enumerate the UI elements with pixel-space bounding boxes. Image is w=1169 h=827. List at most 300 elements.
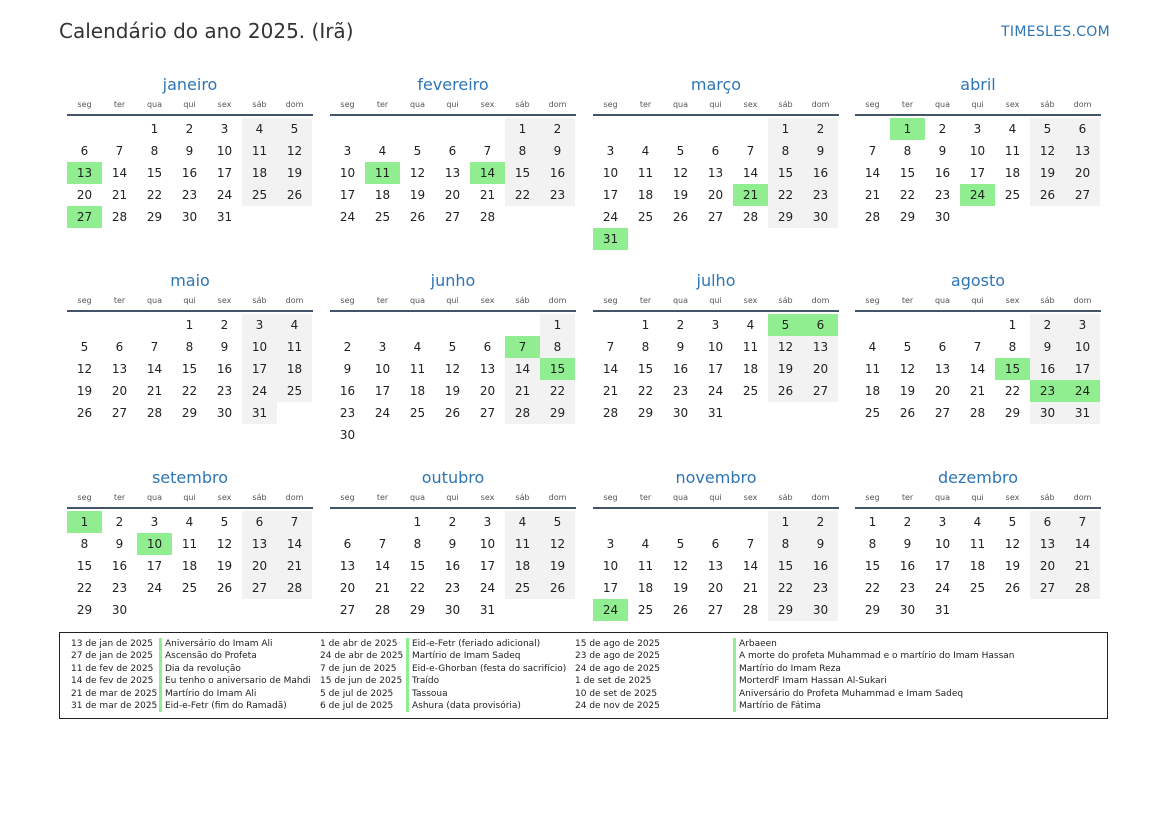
day-cell: 31	[242, 402, 277, 424]
day-cell: 11	[637, 166, 654, 180]
day-cell: 21	[864, 188, 881, 202]
day-cell: 5	[220, 515, 229, 529]
empty-cell	[435, 314, 470, 336]
day-cell: 3	[606, 537, 615, 551]
legend-holiday-name: A morte do profeta Muhammad e o martírio do Imam Hassan	[739, 651, 1015, 662]
day-cell: 23	[803, 184, 838, 206]
month-title: julho	[696, 271, 736, 290]
day-cell: 19	[1030, 162, 1065, 184]
day-cell: 23	[216, 384, 233, 398]
day-cell: 5	[80, 340, 89, 354]
day-cell: 13	[707, 559, 724, 573]
legend-date: 10 de set de 2025	[575, 688, 658, 699]
weekday-label: seg	[77, 493, 92, 502]
day-cell: 24	[339, 210, 356, 224]
day-cell: 2	[803, 511, 838, 533]
weekday-label: ter	[376, 493, 389, 502]
day-cell: 11	[505, 533, 540, 555]
holiday-day-cell: 1	[890, 118, 925, 140]
weekday-label: sáb	[1040, 493, 1055, 502]
day-cell: 21	[742, 581, 759, 595]
empty-cell	[242, 599, 277, 621]
day-cell: 5	[448, 340, 457, 354]
day-cell: 2	[185, 122, 194, 136]
day-cell: 4	[242, 118, 277, 140]
empty-cell	[277, 206, 312, 228]
brand-link[interactable]: TIMESLES.COM	[1001, 24, 1110, 40]
day-cell: 13	[707, 166, 724, 180]
day-grid	[67, 118, 313, 228]
weekday-label: sáb	[778, 296, 793, 305]
day-cell: 13	[111, 362, 128, 376]
day-cell: 8	[413, 537, 422, 551]
day-cell: 22	[768, 577, 803, 599]
day-grid	[67, 314, 313, 424]
weekday-label: dom	[285, 296, 304, 305]
weekday-label: sáb	[252, 493, 267, 502]
weekday-label: qua	[146, 100, 163, 109]
month-dezembro	[855, 465, 1101, 621]
holiday-day-cell: 27	[67, 206, 102, 228]
day-cell: 3	[150, 515, 159, 529]
empty-cell	[365, 511, 400, 533]
legend-dates-col-1	[71, 638, 157, 712]
day-cell: 16	[934, 166, 951, 180]
day-cell: 1	[185, 318, 194, 332]
legend-date: 1 de abr de 2025	[320, 639, 398, 649]
day-cell: 14	[742, 166, 759, 180]
day-cell: 3	[973, 122, 982, 136]
day-cell: 27	[707, 210, 724, 224]
weekday-label: qua	[934, 493, 951, 502]
weekday-label: ter	[639, 100, 652, 109]
day-cell: 25	[242, 184, 277, 206]
day-cell: 16	[111, 559, 128, 573]
weekday-header	[593, 98, 839, 112]
day-cell: 31	[479, 603, 496, 617]
day-cell: 3	[483, 515, 492, 529]
empty-cell	[435, 424, 470, 446]
day-cell: 25	[409, 406, 426, 420]
day-cell: 5	[1030, 118, 1065, 140]
month-title: outubro	[421, 468, 485, 487]
day-cell: 20	[339, 581, 356, 595]
weekday-label: qua	[146, 493, 163, 502]
day-cell: 16	[216, 362, 233, 376]
empty-cell	[172, 599, 207, 621]
day-cell: 26	[216, 581, 233, 595]
empty-cell	[330, 314, 365, 336]
day-cell: 4	[413, 340, 422, 354]
weekday-label: ter	[901, 296, 914, 305]
weekday-label: qui	[183, 493, 196, 502]
day-cell: 30	[672, 406, 689, 420]
day-cell: 4	[1008, 122, 1017, 136]
empty-cell	[470, 424, 505, 446]
holiday-day-cell: 14	[470, 162, 505, 184]
day-cell: 7	[378, 537, 387, 551]
day-cell: 9	[115, 537, 124, 551]
day-cell: 14	[1065, 533, 1100, 555]
weekday-label: sáb	[515, 493, 530, 502]
day-cell: 19	[899, 384, 916, 398]
header-rule	[330, 114, 576, 116]
day-cell: 20	[934, 384, 951, 398]
day-cell: 31	[216, 210, 233, 224]
legend-date: 5 de jul de 2025	[320, 688, 394, 699]
weekday-label: sáb	[778, 493, 793, 502]
day-cell: 2	[115, 515, 124, 529]
legend-holiday-name: Martírio de Fátima	[739, 700, 821, 711]
empty-cell	[768, 402, 803, 424]
day-cell: 20	[707, 581, 724, 595]
day-cell: 2	[343, 340, 352, 354]
holiday-day-cell: 7	[505, 336, 540, 358]
legend-date: 1 de set de 2025	[575, 676, 652, 687]
holiday-day-cell: 24	[960, 184, 995, 206]
day-cell: 19	[216, 559, 233, 573]
empty-cell	[400, 424, 435, 446]
day-cell: 10	[242, 336, 277, 358]
day-cell: 9	[1030, 336, 1065, 358]
month-title: março	[690, 75, 742, 94]
day-cell: 2	[448, 515, 457, 529]
empty-cell	[663, 228, 698, 250]
weekday-label: ter	[113, 296, 126, 305]
page-title: Calendário do ano 2025. (Irã)	[59, 19, 354, 43]
empty-cell	[365, 424, 400, 446]
month-julho	[593, 268, 839, 424]
day-cell: 5	[676, 144, 685, 158]
day-cell: 8	[185, 340, 194, 354]
day-cell: 22	[768, 184, 803, 206]
day-cell: 30	[181, 210, 198, 224]
day-cell: 14	[505, 358, 540, 380]
empty-cell	[207, 599, 242, 621]
day-cell: 6	[1030, 511, 1065, 533]
weekday-label: sex	[1005, 493, 1020, 502]
empty-cell	[995, 599, 1030, 621]
day-cell: 21	[479, 188, 496, 202]
day-cell: 1	[768, 118, 803, 140]
empty-cell	[67, 118, 102, 140]
day-cell: 20	[111, 384, 128, 398]
day-cell: 3	[606, 144, 615, 158]
day-cell: 27	[803, 380, 838, 402]
day-cell: 12	[76, 362, 93, 376]
empty-cell	[365, 314, 400, 336]
weekday-label: qua	[672, 100, 689, 109]
empty-cell	[628, 228, 663, 250]
day-cell: 25	[505, 577, 540, 599]
day-cell: 2	[220, 318, 229, 332]
day-grid	[593, 118, 839, 250]
day-cell: 4	[277, 314, 312, 336]
weekday-label: sex	[480, 493, 495, 502]
day-cell: 10	[339, 166, 356, 180]
day-cell: 5	[277, 118, 312, 140]
day-cell: 6	[242, 511, 277, 533]
month-title: novembro	[675, 468, 757, 487]
day-cell: 21	[146, 384, 163, 398]
day-cell: 8	[150, 144, 159, 158]
weekday-label: qui	[446, 100, 459, 109]
day-cell: 7	[115, 144, 124, 158]
legend-date: 13 de jan de 2025	[71, 639, 154, 649]
day-cell: 24	[242, 380, 277, 402]
day-cell: 26	[409, 210, 426, 224]
day-cell: 2	[938, 122, 947, 136]
weekday-label: sáb	[778, 100, 793, 109]
weekday-label: seg	[603, 493, 618, 502]
day-cell: 27	[934, 406, 951, 420]
day-cell: 24	[934, 581, 951, 595]
month-outubro	[330, 465, 576, 621]
day-cell: 28	[602, 406, 619, 420]
weekday-label: dom	[811, 493, 830, 502]
empty-cell	[242, 206, 277, 228]
day-cell: 12	[444, 362, 461, 376]
weekday-label: qua	[409, 296, 426, 305]
day-grid	[330, 314, 576, 446]
day-cell: 24	[216, 188, 233, 202]
day-cell: 9	[220, 340, 229, 354]
day-cell: 17	[707, 362, 724, 376]
day-cell: 22	[76, 581, 93, 595]
holiday-legend	[59, 632, 1108, 719]
weekday-label: qua	[672, 296, 689, 305]
day-cell: 18	[1004, 166, 1021, 180]
holiday-day-cell: 5	[768, 314, 803, 336]
month-title: dezembro	[938, 468, 1018, 487]
day-cell: 15	[181, 362, 198, 376]
day-cell: 16	[540, 162, 575, 184]
weekday-label: ter	[901, 493, 914, 502]
day-cell: 7	[973, 340, 982, 354]
day-cell: 19	[444, 384, 461, 398]
legend-holiday-name: Dia da revolução	[165, 663, 241, 674]
day-cell: 25	[637, 603, 654, 617]
day-cell: 15	[899, 166, 916, 180]
day-cell: 27	[242, 577, 277, 599]
header-rule	[855, 114, 1101, 116]
day-cell: 2	[803, 118, 838, 140]
empty-cell	[102, 118, 137, 140]
day-cell: 4	[505, 511, 540, 533]
day-cell: 26	[672, 603, 689, 617]
day-cell: 29	[181, 406, 198, 420]
month-setembro	[67, 465, 313, 621]
day-cell: 19	[409, 188, 426, 202]
day-cell: 21	[969, 384, 986, 398]
day-cell: 14	[742, 559, 759, 573]
empty-cell	[1065, 206, 1100, 228]
day-cell: 7	[606, 340, 615, 354]
empty-cell	[733, 511, 768, 533]
day-cell: 22	[181, 384, 198, 398]
day-cell: 11	[409, 362, 426, 376]
day-cell: 26	[899, 406, 916, 420]
day-cell: 25	[181, 581, 198, 595]
day-cell: 25	[374, 210, 391, 224]
day-cell: 4	[641, 537, 650, 551]
weekday-label: seg	[603, 296, 618, 305]
day-cell: 29	[76, 603, 93, 617]
day-cell: 28	[374, 603, 391, 617]
month-title: setembro	[151, 468, 229, 487]
empty-cell	[733, 118, 768, 140]
day-cell: 29	[768, 206, 803, 228]
day-cell: 13	[1030, 533, 1065, 555]
day-cell: 9	[540, 140, 575, 162]
day-cell: 15	[864, 559, 881, 573]
legend-holiday-name: Aniversário do Profeta Muhammad e Imam Sadeq	[739, 688, 964, 699]
weekday-label: dom	[548, 100, 567, 109]
header-rule	[67, 310, 313, 312]
legend-holiday-name: MorterdF Imam Hassan Al-Sukari	[739, 676, 887, 687]
day-cell: 7	[746, 144, 755, 158]
day-cell: 16	[899, 559, 916, 573]
day-cell: 5	[540, 511, 575, 533]
day-cell: 3	[938, 515, 947, 529]
day-cell: 8	[505, 140, 540, 162]
day-cell: 2	[1030, 314, 1065, 336]
day-cell: 22	[146, 188, 163, 202]
day-cell: 30	[899, 603, 916, 617]
day-cell: 28	[742, 603, 759, 617]
day-cell: 9	[938, 144, 947, 158]
weekday-label: sex	[217, 100, 232, 109]
day-cell: 1	[1008, 318, 1017, 332]
weekday-label: dom	[548, 296, 567, 305]
day-grid	[330, 511, 576, 621]
day-cell: 7	[1065, 511, 1100, 533]
day-cell: 4	[746, 318, 755, 332]
day-cell: 28	[146, 406, 163, 420]
day-cell: 18	[374, 188, 391, 202]
empty-cell	[470, 314, 505, 336]
day-cell: 26	[277, 184, 312, 206]
day-cell: 21	[505, 380, 540, 402]
weekday-label: qua	[672, 493, 689, 502]
day-cell: 6	[1065, 118, 1100, 140]
month-title: maio	[170, 271, 210, 290]
day-cell: 16	[181, 166, 198, 180]
empty-cell	[733, 228, 768, 250]
empty-cell	[137, 599, 172, 621]
legend-date: 27 de jan de 2025	[71, 651, 154, 662]
day-cell: 3	[711, 318, 720, 332]
weekday-label: qui	[446, 493, 459, 502]
weekday-label: qua	[409, 100, 426, 109]
day-cell: 11	[969, 537, 986, 551]
weekday-label: sáb	[1040, 296, 1055, 305]
day-cell: 15	[76, 559, 93, 573]
day-cell: 23	[540, 184, 575, 206]
day-cell: 10	[216, 144, 233, 158]
day-cell: 3	[220, 122, 229, 136]
month-agosto	[855, 268, 1101, 424]
day-cell: 2	[540, 118, 575, 140]
day-cell: 20	[803, 358, 838, 380]
day-cell: 30	[339, 428, 356, 442]
day-cell: 10	[602, 166, 619, 180]
day-cell: 12	[277, 140, 312, 162]
weekday-label: qui	[709, 100, 722, 109]
empty-cell	[365, 118, 400, 140]
day-cell: 25	[969, 581, 986, 595]
weekday-label: sex	[1005, 100, 1020, 109]
weekday-label: qui	[971, 493, 984, 502]
day-cell: 12	[1004, 537, 1021, 551]
day-cell: 23	[803, 577, 838, 599]
day-cell: 17	[216, 166, 233, 180]
day-cell: 9	[676, 340, 685, 354]
day-cell: 27	[111, 406, 128, 420]
weekday-header	[330, 491, 576, 505]
legend-holiday-name: Eid-e-Fetr (fim do Ramadã)	[165, 700, 287, 711]
weekday-label: qui	[446, 296, 459, 305]
legend-holiday-name: Eu tenho o aniversario de Mahdi	[165, 676, 311, 687]
day-grid	[593, 511, 839, 621]
day-cell: 24	[374, 406, 391, 420]
day-cell: 2	[903, 515, 912, 529]
weekday-label: ter	[639, 493, 652, 502]
empty-cell	[505, 599, 540, 621]
day-cell: 8	[1008, 340, 1017, 354]
weekday-header	[67, 98, 313, 112]
legend-date: 6 de jul de 2025	[320, 700, 394, 711]
day-cell: 19	[76, 384, 93, 398]
day-cell: 21	[602, 384, 619, 398]
weekday-label: ter	[901, 100, 914, 109]
day-cell: 31	[934, 603, 951, 617]
day-cell: 29	[768, 599, 803, 621]
day-cell: 19	[540, 555, 575, 577]
empty-cell	[698, 511, 733, 533]
empty-cell	[698, 228, 733, 250]
weekday-label: dom	[285, 493, 304, 502]
day-cell: 21	[1065, 555, 1100, 577]
weekday-label: seg	[77, 100, 92, 109]
day-cell: 11	[864, 362, 881, 376]
day-cell: 17	[969, 166, 986, 180]
day-cell: 26	[540, 577, 575, 599]
day-grid	[855, 314, 1101, 424]
weekday-label: qui	[709, 296, 722, 305]
day-cell: 20	[1030, 555, 1065, 577]
day-cell: 20	[242, 555, 277, 577]
empty-cell	[470, 118, 505, 140]
weekday-label: dom	[1073, 100, 1092, 109]
day-cell: 25	[1004, 188, 1021, 202]
day-cell: 20	[479, 384, 496, 398]
empty-cell	[505, 424, 540, 446]
legend-holiday-name: Tassoua	[412, 688, 448, 699]
day-cell: 18	[742, 362, 759, 376]
holiday-day-cell: 1	[67, 511, 102, 533]
weekday-label: sex	[743, 296, 758, 305]
day-cell: 17	[146, 559, 163, 573]
weekday-label: qua	[934, 296, 951, 305]
day-cell: 23	[111, 581, 128, 595]
weekday-header	[330, 294, 576, 308]
day-cell: 14	[864, 166, 881, 180]
month-março	[593, 72, 839, 250]
legend-date: 15 de ago de 2025	[575, 639, 661, 649]
day-cell: 28	[505, 402, 540, 424]
weekday-label: qui	[183, 296, 196, 305]
